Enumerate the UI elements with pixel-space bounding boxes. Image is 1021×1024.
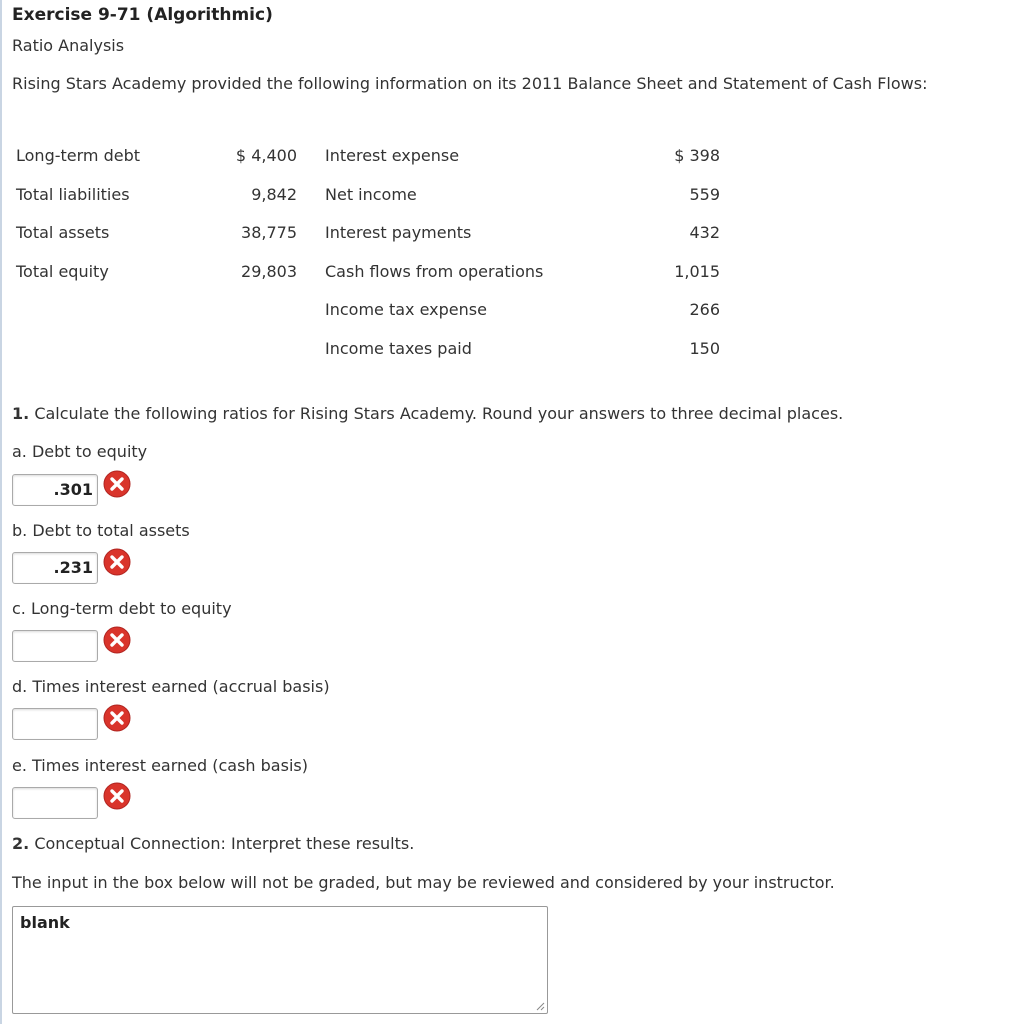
row-value-left: $ 4,400 [235,146,297,165]
item-b-label: b. Debt to total assets [12,521,190,540]
interpretation-textarea[interactable] [12,906,548,1014]
row-value-right: 266 [689,300,720,319]
item-e-label: e. Times interest earned (cash basis) [12,756,308,775]
row-value-right: 432 [689,223,720,242]
row-label-right: Income tax expense [325,300,487,319]
question-1-number: 1. [12,404,30,423]
row-value-right: 1,015 [674,262,720,281]
incorrect-x-icon [103,470,131,498]
incorrect-x-icon [103,782,131,810]
row-label-left: Total liabilities [16,185,130,204]
question-2-note: The input in the box below will not be graded, but may be reviewed and considered by your instructor. [12,873,835,892]
debt-to-total-assets-input[interactable]: .231 [12,552,98,584]
row-label-left: Total equity [16,262,109,281]
intro-text: Rising Stars Academy provided the following information on its 2011 Balance Sheet and Statement of Cash Flows: [12,74,928,93]
row-value-left: 29,803 [241,262,297,281]
row-value-left: 9,842 [251,185,297,204]
table-row [8,337,748,361]
resize-handle-icon[interactable] [535,1001,545,1011]
question-2-number: 2. [12,834,30,853]
row-value-right: $ 398 [674,146,720,165]
row-label-left: Total assets [16,223,110,242]
left-border [0,0,2,1024]
table-row [8,144,748,168]
table-row [8,260,748,284]
item-a-label: a. Debt to equity [12,442,148,461]
row-label-right: Net income [325,185,417,204]
question-1-text: Calculate the following ratios for Rising Stars Academy. Round your answers to three decimal places. [34,404,844,423]
item-c-label: c. Long-term debt to equity [12,599,232,618]
row-value-right: 559 [689,185,720,204]
row-label-right: Interest payments [325,223,472,242]
question-1-prompt [12,404,843,423]
row-value-left: 38,775 [241,223,297,242]
question-2-prompt [12,834,414,853]
interpretation-text: blank [20,913,70,932]
row-label-right: Income taxes paid [325,339,472,358]
exercise-subtitle: Ratio Analysis [12,36,125,55]
incorrect-x-icon [103,704,131,732]
table-row [8,298,748,322]
question-2-text: Conceptual Connection: Interpret these results. [34,834,415,853]
table-row [8,221,748,245]
row-label-right: Interest expense [325,146,460,165]
long-term-debt-to-equity-input[interactable] [12,630,98,662]
incorrect-x-icon [103,548,131,576]
row-value-right: 150 [689,339,720,358]
row-label-left: Long-term debt [16,146,141,165]
debt-to-equity-input[interactable]: .301 [12,474,98,506]
times-interest-accrual-input[interactable] [12,708,98,740]
times-interest-cash-input[interactable] [12,787,98,819]
item-d-label: d. Times interest earned (accrual basis) [12,677,330,696]
table-row [8,183,748,207]
exercise-title: Exercise 9-71 (Algorithmic) [12,5,273,25]
incorrect-x-icon [103,626,131,654]
row-label-right: Cash flows from operations [325,262,544,281]
